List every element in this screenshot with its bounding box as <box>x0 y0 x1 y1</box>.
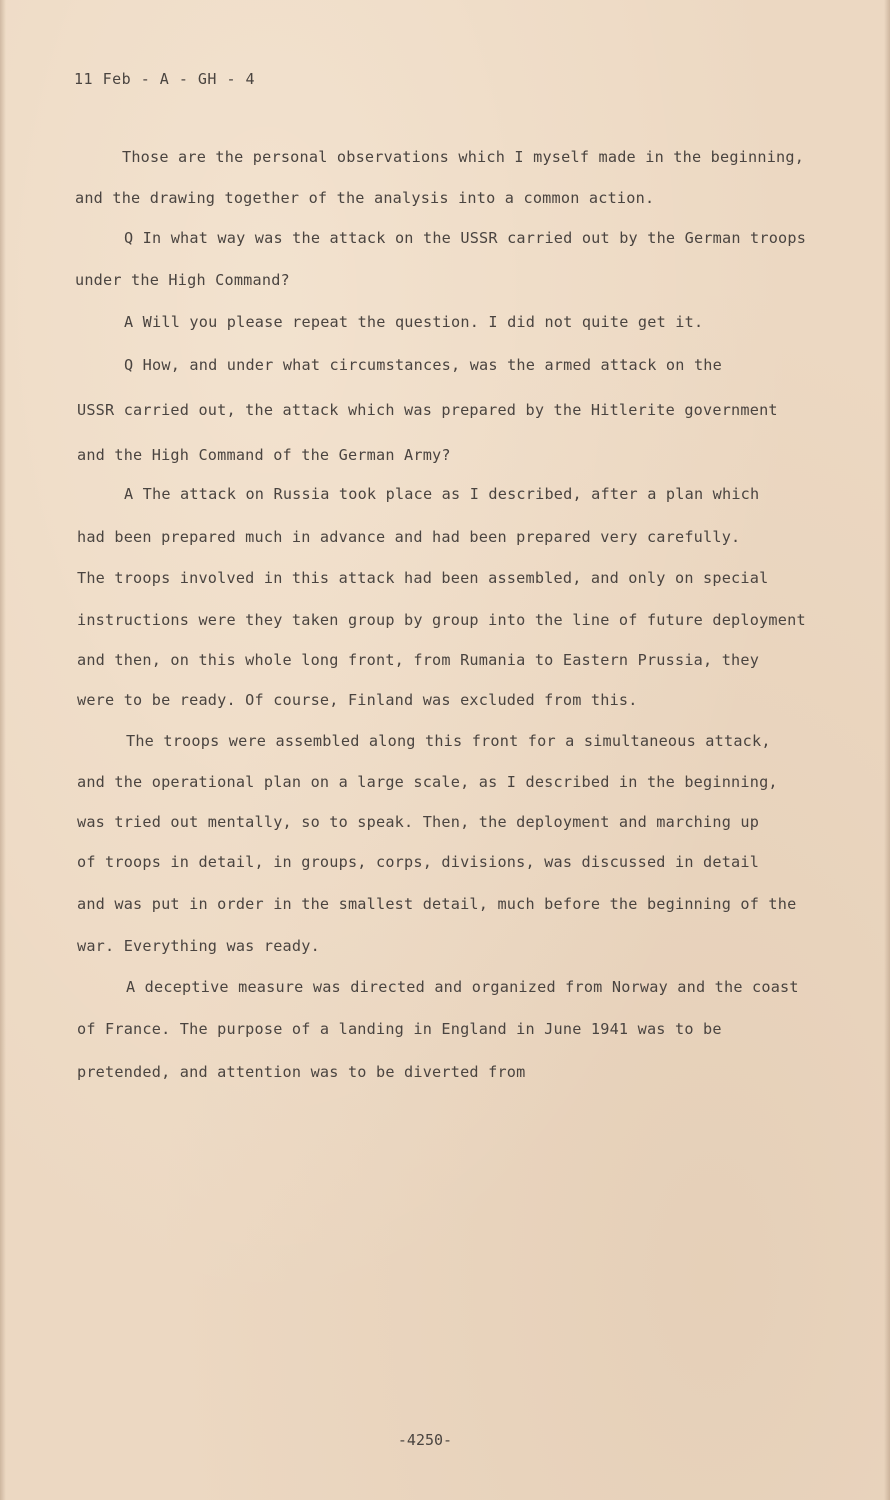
page-number: -4250- <box>397 1431 453 1449</box>
paper-edge-left <box>0 0 6 1500</box>
text-line: The troops involved in this attack had been assembled, and only on special <box>77 569 769 587</box>
text-line: and then, on this whole long front, from Rumania to Eastern Prussia, they <box>77 651 760 669</box>
text-line: A Will you please repeat the question. I did not quite get it. <box>124 313 704 331</box>
text-line: had been prepared much in advance and had been prepared very carefully. <box>77 528 741 546</box>
text-line: pretended, and attention was to be diverted from <box>77 1063 526 1081</box>
text-line: Q In what way was the attack on the USSR carried out by the German troops <box>124 229 807 247</box>
text-line: and the drawing together of the analysis into a common action. <box>75 189 655 207</box>
text-line: and the High Command of the German Army? <box>77 446 451 464</box>
text-line: of troops in detail, in groups, corps, divisions, was discussed in detail <box>77 853 760 871</box>
text-line: and the operational plan on a large scale, as I described in the beginning, <box>77 773 778 791</box>
text-line: The troops were assembled along this front for a simultaneous attack, <box>126 732 771 750</box>
text-line: USSR carried out, the attack which was prepared by the Hitlerite government <box>77 401 778 419</box>
text-line: were to be ready. Of course, Finland was excluded from this. <box>77 691 638 709</box>
page-header: 11 Feb - A - GH - 4 <box>74 70 256 88</box>
text-line: was tried out mentally, so to speak. Then, the deployment and marching up <box>77 813 760 831</box>
text-line: instructions were they taken group by group into the line of future deployment <box>77 611 806 629</box>
text-line: and was put in order in the smallest detail, much before the beginning of the <box>77 895 797 913</box>
text-line: of France. The purpose of a landing in England in June 1941 was to be <box>77 1020 722 1038</box>
text-line: A deceptive measure was directed and organized from Norway and the coast <box>126 978 799 996</box>
paper-edge-right <box>884 0 890 1500</box>
text-line: Those are the personal observations which I myself made in the beginning, <box>122 148 805 166</box>
text-line: war. Everything was ready. <box>77 937 320 955</box>
text-line: under the High Command? <box>75 271 290 289</box>
text-line: Q How, and under what circumstances, was the armed attack on the <box>124 356 722 374</box>
text-line: A The attack on Russia took place as I described, after a plan which <box>124 485 760 503</box>
